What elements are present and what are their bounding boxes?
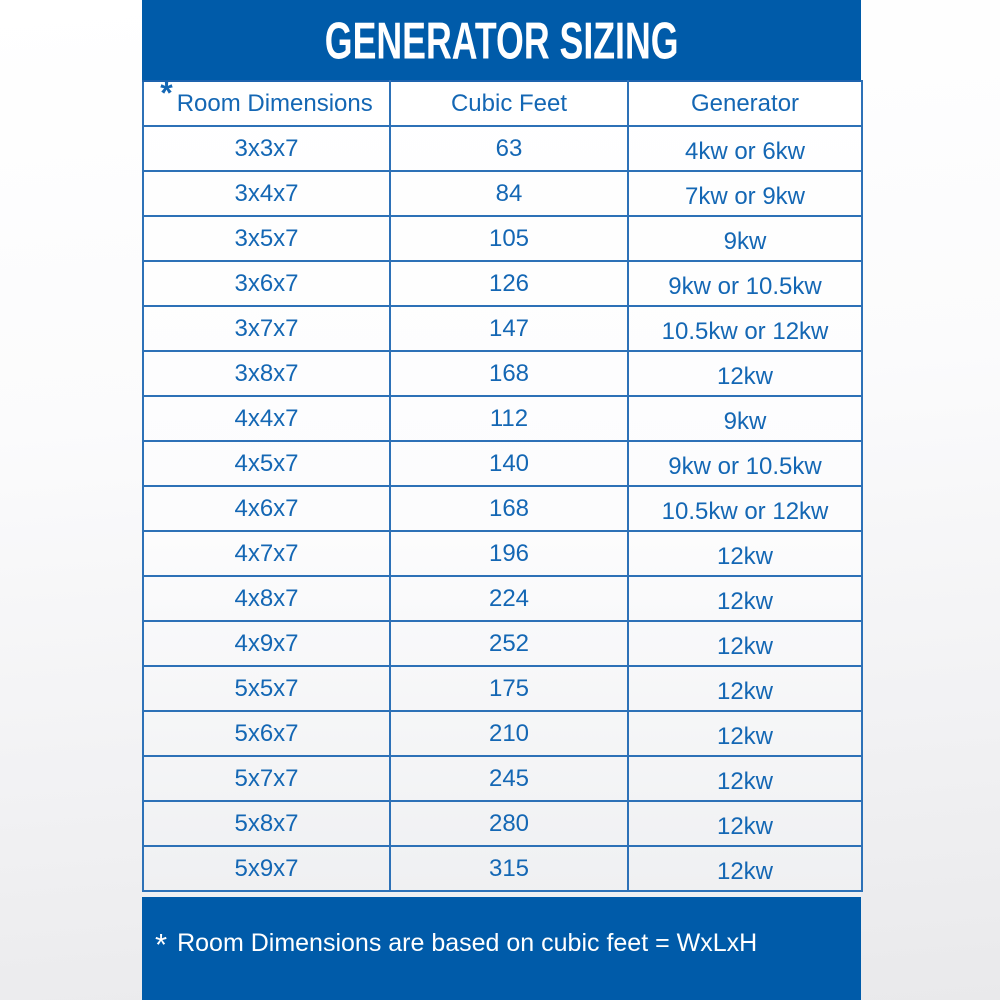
generator-cell: 9kw <box>628 216 862 261</box>
generator-cell: 12kw <box>628 666 862 711</box>
col-header-generator-label: Generator <box>690 89 800 117</box>
generator-cell: 9kw <box>628 396 862 441</box>
cubic-feet-cell: 224 <box>390 576 628 621</box>
cubic-feet-cell: 140 <box>390 441 628 486</box>
table-row <box>143 486 862 531</box>
table-row <box>143 711 862 756</box>
table-row <box>143 621 862 666</box>
table-row <box>143 801 862 846</box>
cubic-feet-cell: 112 <box>390 396 628 441</box>
table-row <box>143 306 862 351</box>
col-header-generator <box>628 81 862 126</box>
generator-cell: 10.5kw or 12kw <box>628 306 862 351</box>
cubic-feet-cell: 105 <box>390 216 628 261</box>
table-row <box>143 351 862 396</box>
generator-cell: 9kw or 10.5kw <box>628 441 862 486</box>
room-dimensions-cell: 5x7x7 <box>143 756 390 801</box>
footnote-band <box>142 897 861 1000</box>
room-dimensions-cell: 5x6x7 <box>143 711 390 756</box>
generator-cell: 7kw or 9kw <box>628 171 862 216</box>
room-dimensions-cell: 3x6x7 <box>143 261 390 306</box>
cubic-feet-cell: 280 <box>390 801 628 846</box>
cubic-feet-cell: 210 <box>390 711 628 756</box>
cubic-feet-cell: 315 <box>390 846 628 891</box>
generator-cell: 12kw <box>628 621 862 666</box>
table-row <box>143 846 862 891</box>
generator-cell: 12kw <box>628 756 862 801</box>
room-dimensions-cell: 3x7x7 <box>143 306 390 351</box>
table-body <box>143 126 862 891</box>
col-header-cubic-feet-label: Cubic Feet <box>450 89 568 117</box>
cubic-feet-cell: 175 <box>390 666 628 711</box>
room-dimensions-cell: 4x8x7 <box>143 576 390 621</box>
generator-cell: 12kw <box>628 531 862 576</box>
table-row <box>143 396 862 441</box>
room-dimensions-cell: 5x8x7 <box>143 801 390 846</box>
table-header-row <box>143 81 862 126</box>
col-header-room-dimensions-label: Room Dimensions <box>176 89 373 117</box>
generator-cell: 12kw <box>628 351 862 396</box>
cubic-feet-cell: 168 <box>390 351 628 396</box>
title-band <box>142 0 861 80</box>
generator-cell: 12kw <box>628 711 862 756</box>
room-dimensions-cell: 3x4x7 <box>143 171 390 216</box>
col-header-cubic-feet <box>390 81 628 126</box>
table-row <box>143 171 862 216</box>
cubic-feet-cell: 196 <box>390 531 628 576</box>
room-dimensions-cell: 4x4x7 <box>143 396 390 441</box>
page-title: GENERATOR SIZING <box>324 10 679 70</box>
cubic-feet-cell: 252 <box>390 621 628 666</box>
table-container <box>142 74 861 897</box>
table-row <box>143 666 862 711</box>
room-dimensions-cell: 4x7x7 <box>143 531 390 576</box>
cubic-feet-cell: 147 <box>390 306 628 351</box>
table-row <box>143 126 862 171</box>
generator-cell: 10.5kw or 12kw <box>628 486 862 531</box>
cubic-feet-cell: 63 <box>390 126 628 171</box>
cubic-feet-cell: 126 <box>390 261 628 306</box>
table-row <box>143 261 862 306</box>
table-row <box>143 441 862 486</box>
cubic-feet-cell: 84 <box>390 171 628 216</box>
room-dimensions-cell: 5x9x7 <box>143 846 390 891</box>
table-row <box>143 576 862 621</box>
room-dimensions-cell: 3x5x7 <box>143 216 390 261</box>
room-dimensions-cell: 5x5x7 <box>143 666 390 711</box>
generator-cell: 12kw <box>628 576 862 621</box>
generator-cell: 4kw or 6kw <box>628 126 862 171</box>
table-row <box>143 531 862 576</box>
footnote-asterisk: * <box>155 927 168 962</box>
cubic-feet-cell: 245 <box>390 756 628 801</box>
room-dimensions-cell: 4x9x7 <box>143 621 390 666</box>
generator-cell: 12kw <box>628 846 862 891</box>
cubic-feet-cell: 168 <box>390 486 628 531</box>
generator-cell: 12kw <box>628 801 862 846</box>
room-dimensions-cell: 3x3x7 <box>143 126 390 171</box>
room-dimensions-cell: 3x8x7 <box>143 351 390 396</box>
room-dimensions-cell: 4x5x7 <box>143 441 390 486</box>
generator-sizing-panel <box>142 0 861 1000</box>
table-row <box>143 756 862 801</box>
generator-cell: 9kw or 10.5kw <box>628 261 862 306</box>
generator-sizing-table <box>142 74 863 892</box>
footnote-text: Room Dimensions are based on cubic feet = WxLxH <box>177 929 758 957</box>
table-row <box>143 216 862 261</box>
room-dimensions-cell: 4x6x7 <box>143 486 390 531</box>
col-header-room-dimensions: * Room Dimensions <box>143 81 390 126</box>
